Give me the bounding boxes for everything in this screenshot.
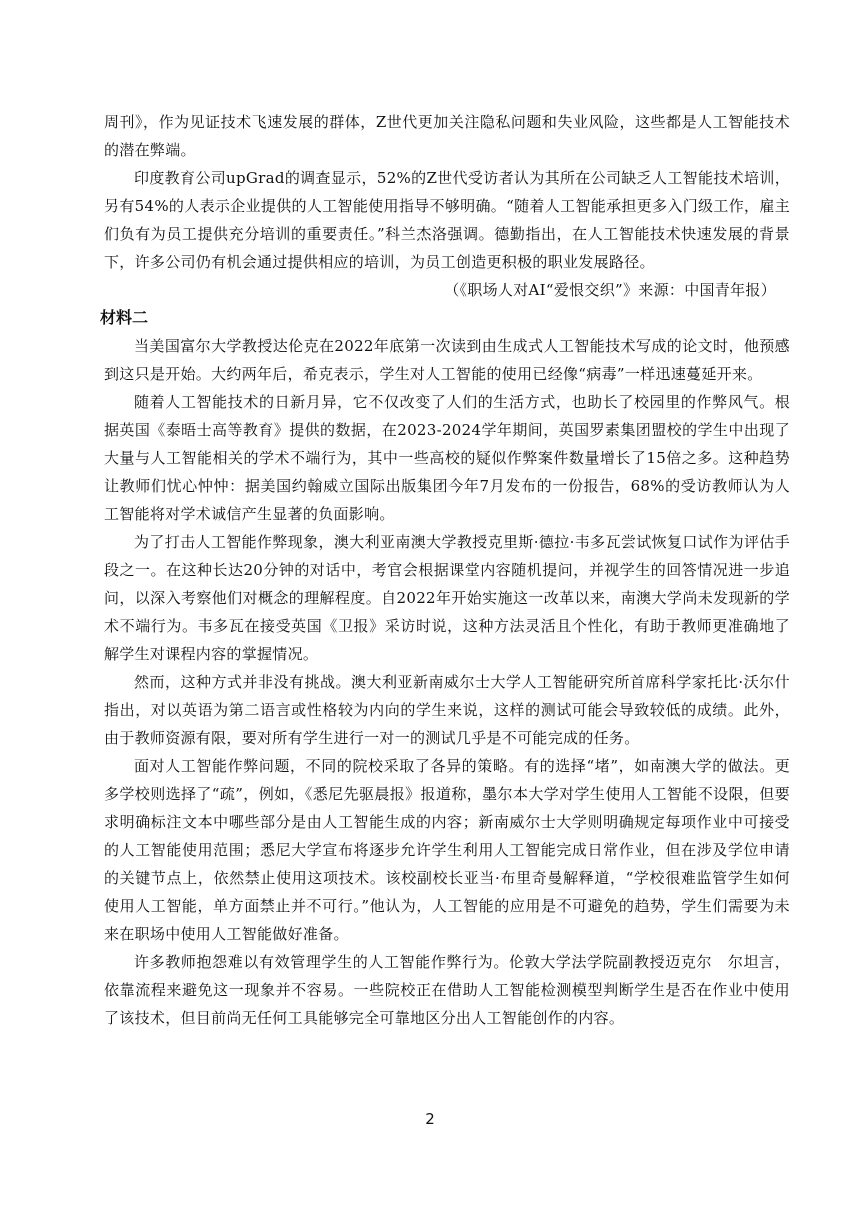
continued-paragraph: 周刊》，作为见证技术飞速发展的群体，Z世代更加关注隐私问题和失业风险，这些都是人工智能技术的潜在弊端。: [104, 113, 790, 159]
source-citation: （《职场人对AI“爱恨交织”》来源：中国青年报）: [444, 281, 776, 299]
paragraph-material2-4: 然而，这种方式并非没有挑战。澳大利亚新南威尔士大学人工智能研究所首席科学家托比·沃尔什指出，对以英语为第二语言或性格较为内向的学生来说，这样的测试可能会导致较低的成绩。此外，由于教师资源有限，要对所有学生进行一对一的测试几乎是不可能完成的任务。: [104, 673, 790, 747]
paragraph-material2-3: 为了打击人工智能作弊现象，澳大利亚南澳大学教授克里斯·德拉·韦多瓦尝试恢复口试作为评估手段之一。在这种长达20分钟的对话中，考官会根据课堂内容随机提问，并视学生的回答情况进一步追问，以深入考察他们对概念的理解程度。自2022年开始实施这一改革以来，南澳大学尚未发现新的学术不端行为。韦多瓦在接受英国《卫报》采访时说，这种方法灵活且个性化，有助于教师更准确地了解学生对课程内容的掌握情况。: [104, 533, 790, 663]
paragraph-material2-5: 面对人工智能作弊问题，不同的院校采取了各异的策略。有的选择“堵”，如南澳大学的做法。更多学校则选择了“疏”，例如，《悉尼先驱晨报》报道称，墨尔本大学对学生使用人工智能不设限，但要求明确标注文本中哪些部分是由人工智能生成的内容；新南威尔士大学则明确规定每项作业中可接受的人工智能使用范围；悉尼大学宣布将逐步允许学生利用人工智能完成日常作业，但在涉及学位申请的关键节点上，依然禁止使用这项技术。该校副校长亚当·布里奇曼解释道，“学校很难监管学生如何使用人工智能，单方面禁止并不可行。”他认为，人工智能的应用是不可避免的趋势，学生们需要为未来在职场中使用人工智能做好准备。: [104, 757, 790, 943]
document-body: [100, 108, 790, 1032]
paragraph-material2-2: 随着人工智能技术的日新月异，它不仅改变了人们的生活方式，也助长了校园里的作弊风气。根据英国《泰晤士高等教育》提供的数据，在2023-2024学年期间，英国罗素集团盟校的学生中出现了大量与人工智能相关的学术不端行为，其中一些高校的疑似作弊案件数量增长了15倍之多。这种趋势让教师们忧心忡忡：据美国约翰威立国际出版集团今年7月发布的一份报告，68%的受访教师认为人工智能将对学术诚信产生显著的负面影响。: [104, 393, 790, 523]
paragraph-material2-6: 许多教师抱怨难以有效管理学生的人工智能作弊行为。伦敦大学法学院副教授迈克尔 尔坦言，依靠流程来避免这一现象并不容易。一些院校正在借助人工智能检测模型判断学生是否在作业中使用了该技术，但目前尚无任何工具能够完全可靠地区分出人工智能创作的内容。: [104, 953, 790, 1027]
paragraph-upgrad-survey: 印度教育公司upGrad的调查显示，52%的Z世代受访者认为其所在公司缺乏人工智能技术培训，另有54%的人表示企业提供的人工智能使用指导不够明确。“随着人工智能承担更多入门级工作，雇主们负有为员工提供充分培训的重要责任。”科兰杰洛强调。德勤指出，在人工智能技术快速发展的背景下，许多公司仍有机会通过提供相应的培训，为员工创造更积极的职业发展路径。: [104, 169, 790, 271]
material-two-heading: 材料二: [100, 308, 149, 327]
page-number: 2: [425, 1110, 435, 1128]
paragraph-material2-1: 当美国富尔大学教授达伦克在2022年底第一次读到由生成式人工智能技术写成的论文时，他预感到这只是开始。大约两年后，希克表示，学生对人工智能的使用已经像“病毒”一样迅速蔓延开来。: [104, 337, 790, 383]
